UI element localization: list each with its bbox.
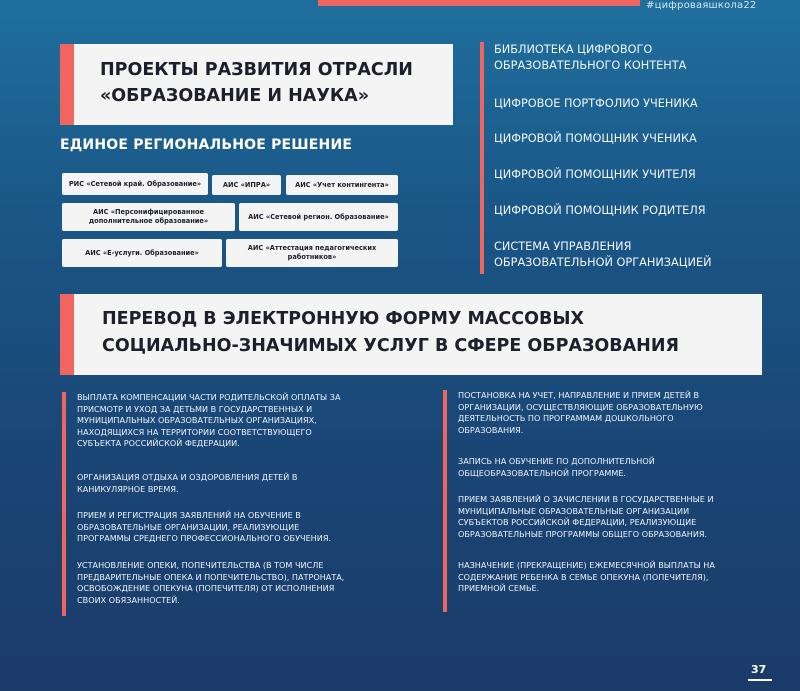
projects-title-card (60, 44, 453, 125)
services-right-column (443, 390, 788, 612)
list-item: УСТАНОВЛЕНИЕ ОПЕКИ, ПОПЕЧИТЕЛЬСТВА (В ТОМ ЧИСЛЕ ПРЕДВАРИТЕЛЬНЫЕ ОПЕКА И ПОПЕЧИТЕЛЬСТВО), ПАТРОНАТА, ОСВОБОЖДЕНИЕ ОПЕКУНА (ПОПЕЧИТЕЛЯ) ОТ ИСПОЛНЕНИЯ СВОИХ ОБЯЗАННОСТЕЙ. (77, 560, 345, 605)
list-item: ЗАПИСЬ НА ОБУЧЕНИЕ ПО ДОПОЛНИТЕЛЬНОЙ ОБЩЕОБРАЗОВАТЕЛЬНОЙ ПРОГРАММЕ. (458, 456, 655, 478)
chip-ais-attestation: АИС «Аттестация педагогических работников» (226, 239, 398, 267)
chip-ais-ipra: АИС «ИПРА» (212, 175, 281, 195)
chip-ais-setevoy-region: АИС «Сетевой регион. Образование» (239, 203, 398, 231)
page-number-underline (748, 679, 772, 681)
list-item: ОРГАНИЗАЦИЯ ОТДЫХА И ОЗДОРОВЛЕНИЯ ДЕТЕЙ В КАНИКУЛЯРНОЕ ВРЕМЯ. (77, 472, 298, 494)
list-item: ЦИФРОВОЙ ПОМОЩНИК РОДИТЕЛЯ (494, 204, 706, 217)
page-number: 37 (751, 663, 767, 676)
chip-ais-e-uslugi: АИС «Е-услуги. Образование» (62, 239, 222, 267)
list-item: СИСТЕМА УПРАВЛЕНИЯ ОБРАЗОВАТЕЛЬНОЙ ОРГАНИЗАЦИЕЙ (494, 240, 712, 269)
chip-ais-uchet-kontingenta: АИС «Учет контингента» (286, 175, 398, 195)
services-left-column (62, 392, 417, 616)
hashtag: #цифроваяшкола22 (646, 0, 757, 11)
list-item: НАЗНАЧЕНИЕ (ПРЕКРАЩЕНИЕ) ЕЖЕМЕСЯЧНОЙ ВЫПЛАТЫ НА СОДЕРЖАНИЕ РЕБЕНКА В СЕМЬЕ ОПЕКУНА (ПОПЕЧИТЕЛЯ), ПРИЕМНОЙ СЕМЬЕ. (458, 560, 715, 594)
chip-ris-setevoy-kray: РИС «Сетевой край. Образование» (62, 173, 208, 195)
list-item: ЦИФРОВОЕ ПОРТФОЛИО УЧЕНИКА (494, 97, 698, 110)
list-item: ЦИФРОВОЙ ПОМОЩНИК УЧЕНИКА (494, 132, 697, 145)
list-item: ЦИФРОВОЙ ПОМОЩНИК УЧИТЕЛЯ (494, 168, 696, 181)
chip-ais-personified-education: АИС «Персонифицированное дополнительное образование» (62, 203, 235, 231)
list-item: ПОСТАНОВКА НА УЧЕТ, НАПРАВЛЕНИЕ И ПРИЕМ ДЕТЕЙ В ОРГАНИЗАЦИИ, ОСУЩЕСТВЛЯЮЩИЕ ОБРАЗОВАТЕЛЬНУЮ ДЕЯТЕЛЬНОСТЬ ПО ПРОГРАММАМ ДОШКОЛЬНОГО ОБРАЗОВАНИЯ. (458, 390, 703, 435)
list-item: БИБЛИОТЕКА ЦИФРОВОГО ОБРАЗОВАТЕЛЬНОГО КОНТЕНТА (494, 43, 687, 72)
list-item: ПРИЕМ ЗАЯВЛЕНИЙ О ЗАЧИСЛЕНИИ В ГОСУДАРСТВЕННЫЕ И МУНИЦИПАЛЬНЫЕ ОБРАЗОВАТЕЛЬНЫЕ ОРГАНИЗАЦИИ СУБЪЕКТОВ РОССИЙСКОЙ ФЕДЕРАЦИИ, РЕАЛИЗУЮЩИЕ ОБРАЗОВАТЕЛЬНЫЕ ПРОГРАММЫ ОБЩЕГО ОБРАЗОВАНИЯ. (458, 494, 714, 539)
services-title-card (60, 294, 762, 375)
top-accent-bar (318, 0, 640, 6)
list-item: ВЫПЛАТА КОМПЕНСАЦИИ ЧАСТИ РОДИТЕЛЬСКОЙ ОПЛАТЫ ЗА ПРИСМОТР И УХОД ЗА ДЕТЬМИ В ГОСУДАРСТВЕННЫХ И МУНИЦИПАЛЬНЫХ ОБРАЗОВАТЕЛЬНЫХ ОРГАНИЗАЦИЯХ, НАХОДЯЩИХСЯ НА ТЕРРИТОРИИ СООТВЕТСТВУЮЩЕГО СУБЪЕКТА РОССИЙСКОЙ ФЕДЕРАЦИИ. (77, 392, 341, 449)
regional-solution-heading: ЕДИНОЕ РЕГИОНАЛЬНОЕ РЕШЕНИЕ (60, 137, 353, 153)
list-item: ПРИЕМ И РЕГИСТРАЦИЯ ЗАЯВЛЕНИЙ НА ОБУЧЕНИЕ В ОБРАЗОВАТЕЛЬНЫЕ ОРГАНИЗАЦИИ, РЕАЛИЗУЮЩИЕ ПРОГРАММЫ СРЕДНЕГО ПРОФЕССИОНАЛЬНОГО ОБУЧЕНИЯ. (77, 510, 332, 544)
digital-services-list (480, 42, 780, 274)
services-title: ПЕРЕВОД В ЭЛЕКТРОННУЮ ФОРМУ МАССОВЫХ СОЦИАЛЬНО-ЗНАЧИМЫХ УСЛУГ В СФЕРЕ ОБРАЗОВАНИЯ (102, 309, 679, 356)
projects-title: ПРОЕКТЫ РАЗВИТИЯ ОТРАСЛИ «ОБРАЗОВАНИЕ И НАУКА» (100, 60, 413, 106)
